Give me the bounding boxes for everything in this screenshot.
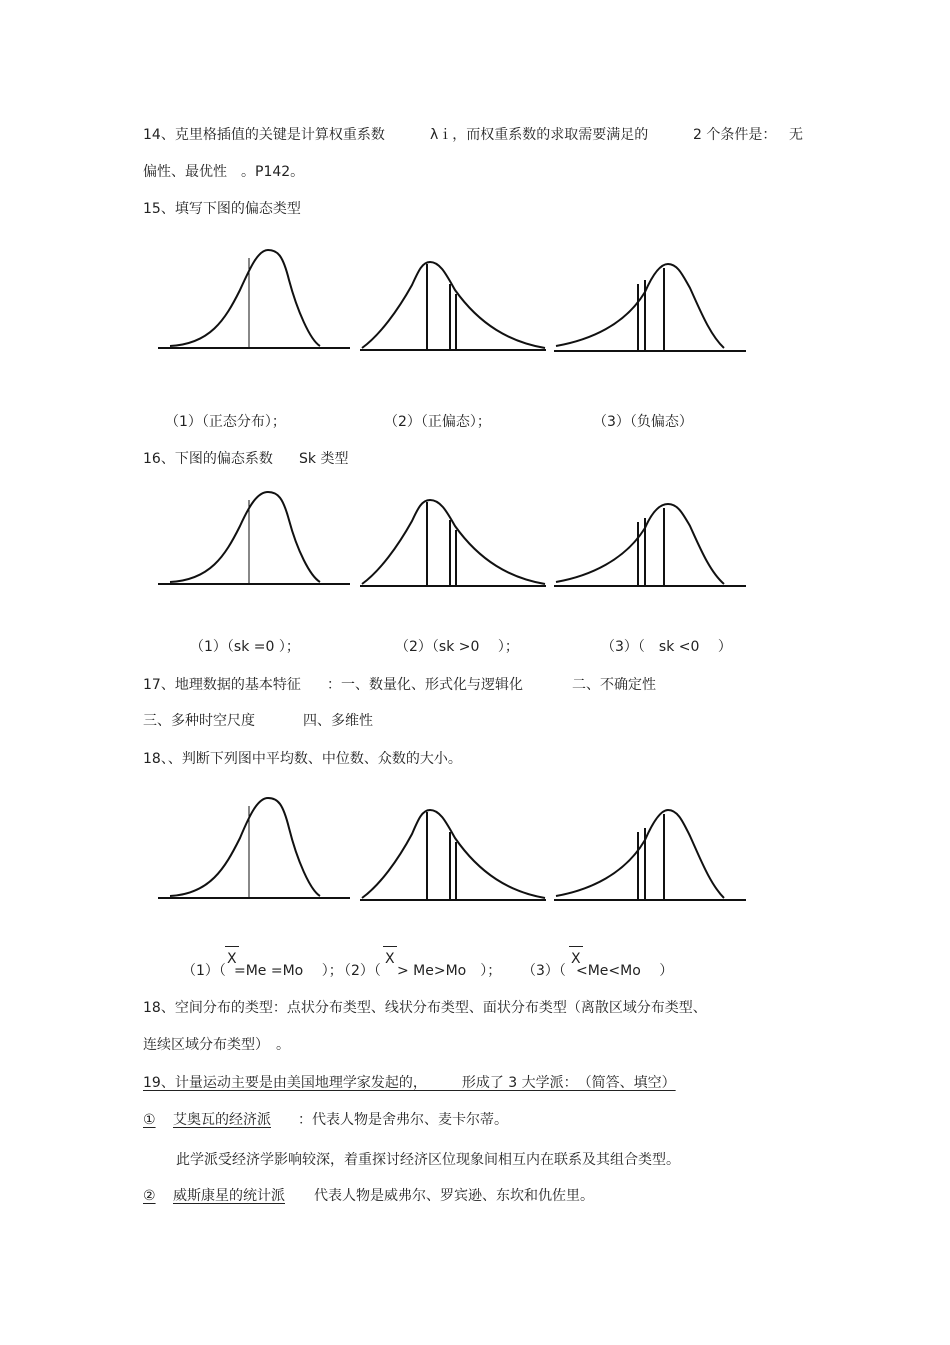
q14-line1-d: 无 — [789, 127, 803, 143]
q18a-label-3-post: <Me<Mo ） — [576, 963, 674, 979]
q19-item1-mark: ① — [143, 1112, 156, 1128]
q18a-label-1-pre: （1）（ — [182, 963, 226, 979]
q14-line1-b: λｉ，而权重系数的求取需要满足的 — [430, 127, 649, 143]
q19-item2-mark: ② — [143, 1188, 156, 1204]
q17-line1-c: 二、不确定性 — [572, 677, 656, 693]
q15-label-2: （2）（正偏态）； — [384, 414, 491, 430]
q18a-label-2-post: > Me>Mo ）； — [397, 963, 502, 979]
q16-label-2: （2）（sk >0 ）； — [395, 639, 519, 655]
xbar-overline — [225, 946, 239, 947]
q17-line2-b: 四、多维性 — [303, 713, 373, 729]
q18a-xbar-2 — [385, 952, 395, 966]
q19-item2-rest: 代表人物是威弗尔、罗宾逊、东坎和仇佐里。 — [314, 1188, 594, 1204]
q18a-title: 18、、判断下列图中平均数、中位数、众数的大小。 — [143, 751, 462, 767]
q17-line2-a: 三、多种时空尺度 — [143, 713, 255, 729]
q15-title: 15、填写下图的偏态类型 — [143, 201, 301, 217]
q14-line2: 偏性、最优性 。P142。 — [143, 164, 305, 180]
q18a-label-3-pre: （3）（ — [522, 963, 566, 979]
q19-item1-rest: ：代表人物是舍弗尔、麦卡尔蒂。 — [298, 1112, 508, 1128]
q18b-line2: 连续区域分布类型） 。 — [143, 1037, 290, 1053]
q19-item1-name: 艾奥瓦的经济派 — [173, 1112, 271, 1128]
xbar-symbol: X — [227, 951, 237, 967]
q15-label-1: （1）（正态分布）； — [165, 414, 286, 430]
q18a-label-2-pre: （2）（ — [337, 963, 381, 979]
q19-item2-name: 威斯康星的统计派 — [173, 1188, 285, 1204]
q18a-label-1-post: =Me =Mo ）； — [234, 963, 343, 979]
q16-label-1: （1）（sk =0 ）； — [190, 639, 300, 655]
q15-label-3: （3）（负偏态） — [593, 414, 693, 430]
q14-line1-c: 2 个条件是： — [693, 127, 777, 143]
q18a-skew-figure — [150, 786, 750, 910]
q15-skew-figure — [150, 240, 750, 360]
q17-line1-a: 17、地理数据的基本特征 — [143, 677, 301, 693]
q16-title-a: 16、下图的偏态系数 — [143, 451, 273, 467]
q19-line1: 19、计量运动主要是由美国地理学家发起的， 形成了 3 大学派： （简答、填空） — [143, 1075, 676, 1091]
q18b-line1: 18、空间分布的类型：点状分布类型、线状分布类型、面状分布类型（离散区域分布类型、 — [143, 1000, 707, 1016]
xbar-overline — [383, 946, 397, 947]
q16-title-b: Sk 类型 — [299, 451, 349, 467]
q14-line1-a: 14、克里格插值的关键是计算权重系数 — [143, 127, 385, 143]
xbar-symbol: X — [385, 951, 395, 967]
q19-item1-desc: 此学派受经济学影响较深，着重探讨经济区位现象间相互内在联系及其组合类型。 — [176, 1152, 680, 1168]
q16-label-3: （3）（ sk <0 ） — [601, 639, 732, 655]
xbar-symbol: X — [571, 951, 581, 967]
xbar-overline — [569, 946, 583, 947]
q17-line1-b: ：一、数量化、形式化与逻辑化 — [327, 677, 523, 693]
q16-skew-figure — [150, 478, 750, 598]
